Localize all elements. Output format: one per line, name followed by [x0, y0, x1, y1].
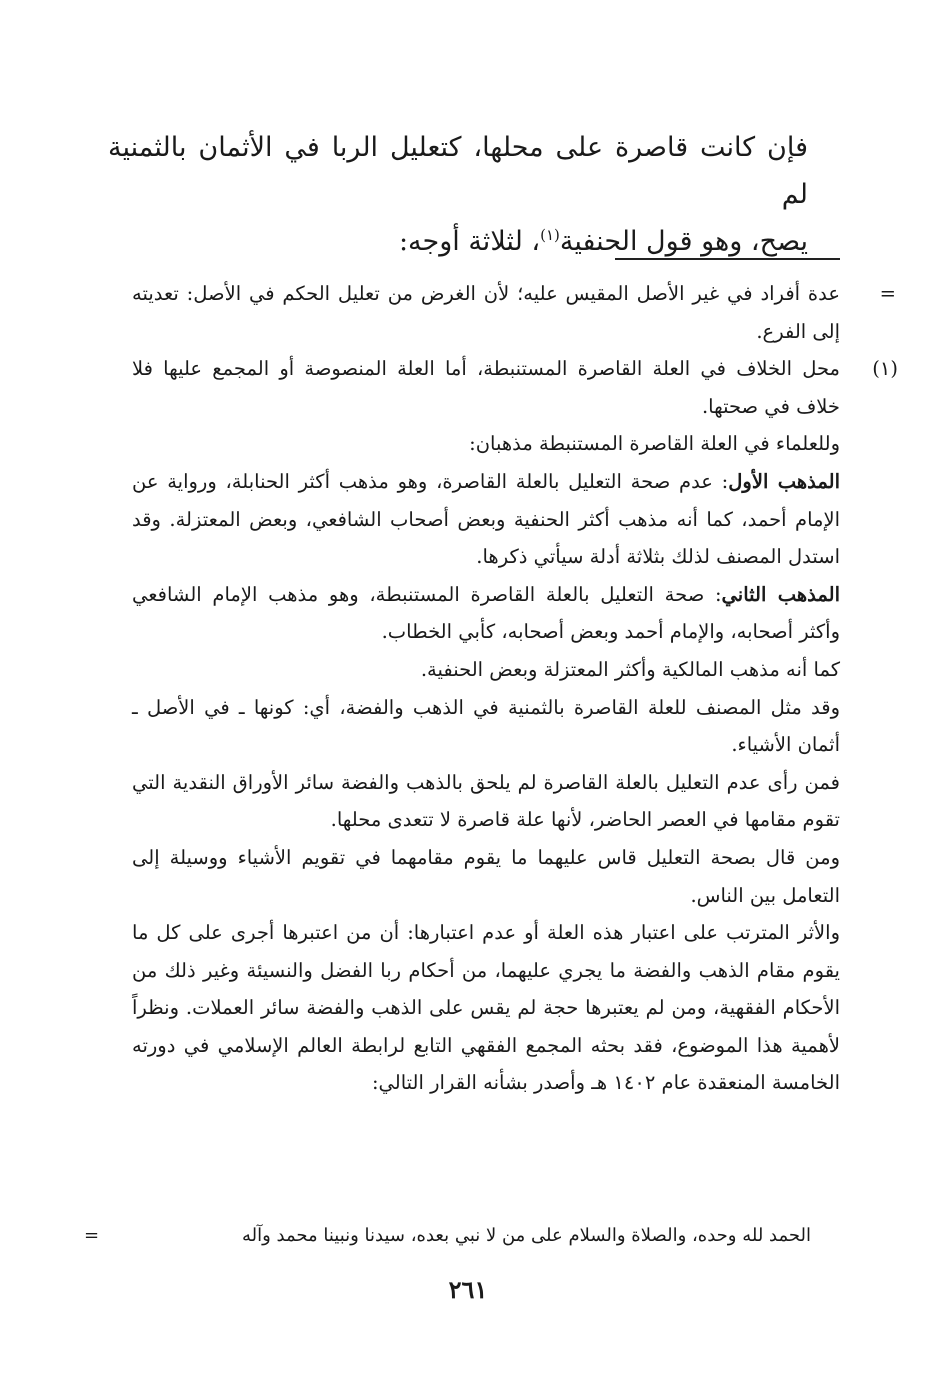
footnote-reference: (١) — [540, 226, 560, 244]
paragraph-example: وقد مثل المصنف للعلة القاصرة بالثمنية في الذهب والفضة، أي: كونها ـ في الأصل ـ أثمان الأشياء. — [132, 695, 840, 757]
paragraph-analogy: ومن قال بصحة التعليل قاس عليهما ما يقوم مقامهما في تقويم الأشياء ووسيلة إلى التعامل بين الناس. — [132, 845, 840, 907]
main-text-line-2-end: ، لثلاثة أوجه: — [398, 226, 541, 257]
footnote-number: (١) — [872, 357, 898, 381]
footnote-continuation — [132, 275, 896, 350]
paragraph-effect: والأثر المترتب على اعتبار هذه العلة أو عدم اعتبارها: أن من اعتبرها أجرى على كل ما يقوم مقام الذهب والفضة ما يجري عليهما، من أحكام ربا الفضل والنسيئة وغير ذلك من الأحكام الفقهية، ومن لم يعتبرها حجة لم يقس على الذهب والفضة سائر العملات. ونظراً لأهمية هذا الموضوع، فقد بحثه المجمع الفقهي التابع لرابطة العالم الإسلامي في دورته الخامسة المنعقدة عام ١٤٠٢ هـ وأصدر بشأنه القرار التالي: — [132, 921, 840, 1095]
second-school-text: : صحة التعليل بالعلة القاصرة المستنبطة، وهو مذهب الإمام الشافعي وأكثر أصحابه، والإمام أحمد وبعض أصحابه، كأبي الخطاب. — [132, 582, 840, 644]
footnote-1 — [132, 350, 898, 425]
page-number: ٢٦١ — [448, 1275, 488, 1304]
paragraph-first-school — [132, 463, 840, 576]
paragraph-second-school — [132, 576, 840, 651]
continuation-mark: = — [879, 282, 896, 305]
second-school-label: المذهب الثاني — [721, 582, 841, 606]
footnote-continuation-text: عدة أفراد في غير الأصل المقيس عليه؛ لأن الغرض من تعليل الحكم في الأصل: تعديته إلى الفرع. — [132, 282, 840, 343]
footnote-separator-rule — [615, 258, 840, 260]
main-text-line-1: فإن كانت قاصرة على محلها، كتعليل الربا في الأثمان بالثمنية لم — [108, 132, 808, 210]
footnote-last-line — [84, 1217, 811, 1254]
paragraph-maliki: كما أنه مذهب المالكية وأكثر المعتزلة وبعض الحنفية. — [420, 657, 840, 681]
footnote-1-text: محل الخلاف في العلة القاصرة المستنبطة، أما العلة المنصوصة أو المجمع عليها فلا خلاف في صحتها. — [132, 357, 840, 418]
paragraph-no-analogy: فمن رأى عدم التعليل بالعلة القاصرة لم يلحق بالذهب والفضة سائر الأوراق النقدية التي تقوم مقامها في العصر الحاضر، لأنها علة قاصرة لا تتعدى محلها. — [132, 770, 840, 832]
footnotes-section — [132, 275, 898, 1102]
main-text — [108, 124, 808, 265]
last-line-text: الحمد لله وحده، والصلاة والسلام على من لا نبي بعده، سيدنا ونبينا محمد وآله — [241, 1225, 811, 1246]
first-school-text: : عدم صحة التعليل بالعلة القاصرة، وهو مذهب أكثر الحنابلة، ورواية عن الإمام أحمد، كما أنه مذهب أكثر الحنفية وبعض أصحاب الشافعي، وبعض المعتزلة. وقد استدل المصنف لذلك بثلاثة أدلة سيأتي ذكرها. — [132, 469, 840, 569]
end-continuation-mark: = — [84, 1225, 100, 1246]
main-text-line-2: يصح، وهو قول الحنفية — [559, 226, 808, 257]
first-school-label: المذهب الأول — [728, 469, 840, 493]
paragraph-scholars: وللعلماء في العلة القاصرة المستنبطة مذهبان: — [469, 432, 840, 456]
